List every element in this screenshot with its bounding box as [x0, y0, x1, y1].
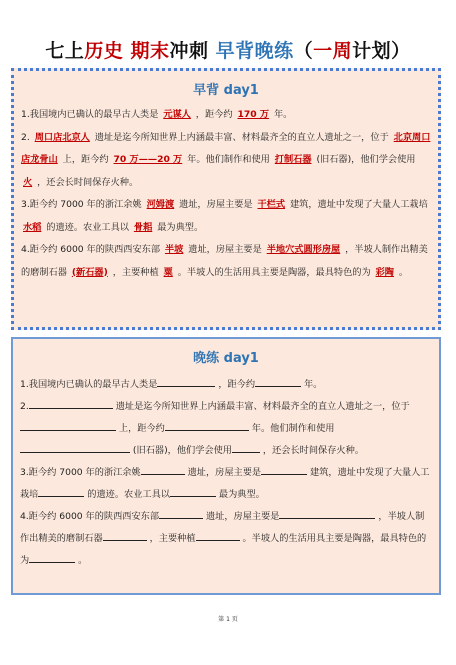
answer: 170 万: [237, 109, 270, 120]
fill-blank[interactable]: [20, 442, 130, 453]
evening-practice-box: [11, 337, 441, 595]
fill-blank[interactable]: [141, 464, 185, 475]
fill-blank[interactable]: [29, 552, 75, 563]
answer: 干栏式: [257, 199, 286, 210]
answer: 河姆渡: [146, 199, 175, 210]
fill-blank[interactable]: [255, 376, 301, 387]
answer: 骨耜: [133, 221, 153, 233]
fill-blank[interactable]: [261, 464, 307, 475]
answer: 70 万——20 万: [113, 154, 183, 165]
evening-question-3: 3.距今约 7000 年的浙江余姚 遗址，房屋主要是 建筑，遗址中发现了大量人工栽培 的遗迹。农业工具以 最为典型。: [13, 462, 439, 506]
evening-question-1: 1.我国境内已确认的最早古人类是 ，距今约 年。: [13, 374, 439, 396]
fill-blank[interactable]: [20, 420, 116, 431]
answer: 半坡: [164, 244, 184, 255]
evening-question-2: 2. 遗址是迄今所知世界上内涵最丰富、材料最齐全的直立人遗址之一，位于 上，距今约 年。他们制作和使用 (旧石器)，他们学会使用 ，还会长时间保存火种。: [13, 396, 439, 462]
answer: (新石器): [71, 266, 108, 278]
fill-blank[interactable]: [165, 420, 249, 431]
answer: 北京周口店龙骨山: [21, 131, 431, 165]
answer: 半地穴式圆形房屋: [266, 244, 341, 255]
answer: 火: [23, 176, 33, 188]
answer: 水稻: [23, 221, 42, 233]
fill-blank[interactable]: [103, 530, 147, 541]
answer: 周口店北京人: [34, 131, 90, 143]
answer: 彩陶: [375, 266, 394, 278]
morning-recite-box: [11, 68, 441, 330]
fill-blank[interactable]: [170, 486, 216, 497]
answer: 元谋人: [163, 109, 191, 120]
fill-blank[interactable]: [159, 508, 203, 519]
page-title: 七上历史 期末冲刺 早背晚练（一周计划）: [45, 40, 411, 62]
fill-blank[interactable]: [196, 530, 240, 541]
fill-blank[interactable]: [279, 508, 375, 519]
morning-question-3: 3.距今约 7000 年的浙江余姚 河姆渡 遗址，房屋主要是 干栏式 建筑，遗址中发现了大量人工栽培 水稻 的遗迹。农业工具以 骨耜 最为典型。: [21, 199, 428, 233]
fill-blank[interactable]: [157, 376, 215, 387]
fill-blank[interactable]: [232, 442, 260, 453]
evening-heading: 晚练 day1: [193, 351, 259, 366]
morning-question-2: 2. 周口店北京人 遗址是迄今所知世界上内涵最丰富、材料最齐全的直立人遗址之一，位于 北京周口店龙骨山 上，距今约 70 万——20 万 年。他们制作和使用 打制石器 (旧石器)，他们学会使用 火 ，还会长时间保存火种。: [21, 131, 431, 188]
page-number: 第 1 页: [218, 616, 238, 623]
morning-question-4: 4.距今约 6000 年的陕西西安东部 半坡 遗址，房屋主要是 半地穴式圆形房屋 ，半坡人制作出精美的磨制石器 (新石器) ，主要种植 粟 。半坡人的生活用具主要是陶器，最具特色的为 彩陶 。: [21, 244, 428, 278]
fill-blank[interactable]: [29, 398, 113, 409]
morning-heading: 早背 day1: [193, 83, 259, 98]
answer: 粟: [163, 266, 173, 278]
evening-question-4: 4.距今约 6000 年的陕西西安东部 遗址，房屋主要是 ，半坡人制作出精美的磨制石器 ，主要种植 。半坡人的生活用具主要是陶器，最具特色的为 。: [13, 506, 439, 572]
fill-blank[interactable]: [38, 486, 84, 497]
morning-question-1: 1.我国境内已确认的最早古人类是 元谋人 ，距今约 170 万 年。: [21, 109, 293, 120]
answer: 打制石器: [274, 154, 312, 165]
